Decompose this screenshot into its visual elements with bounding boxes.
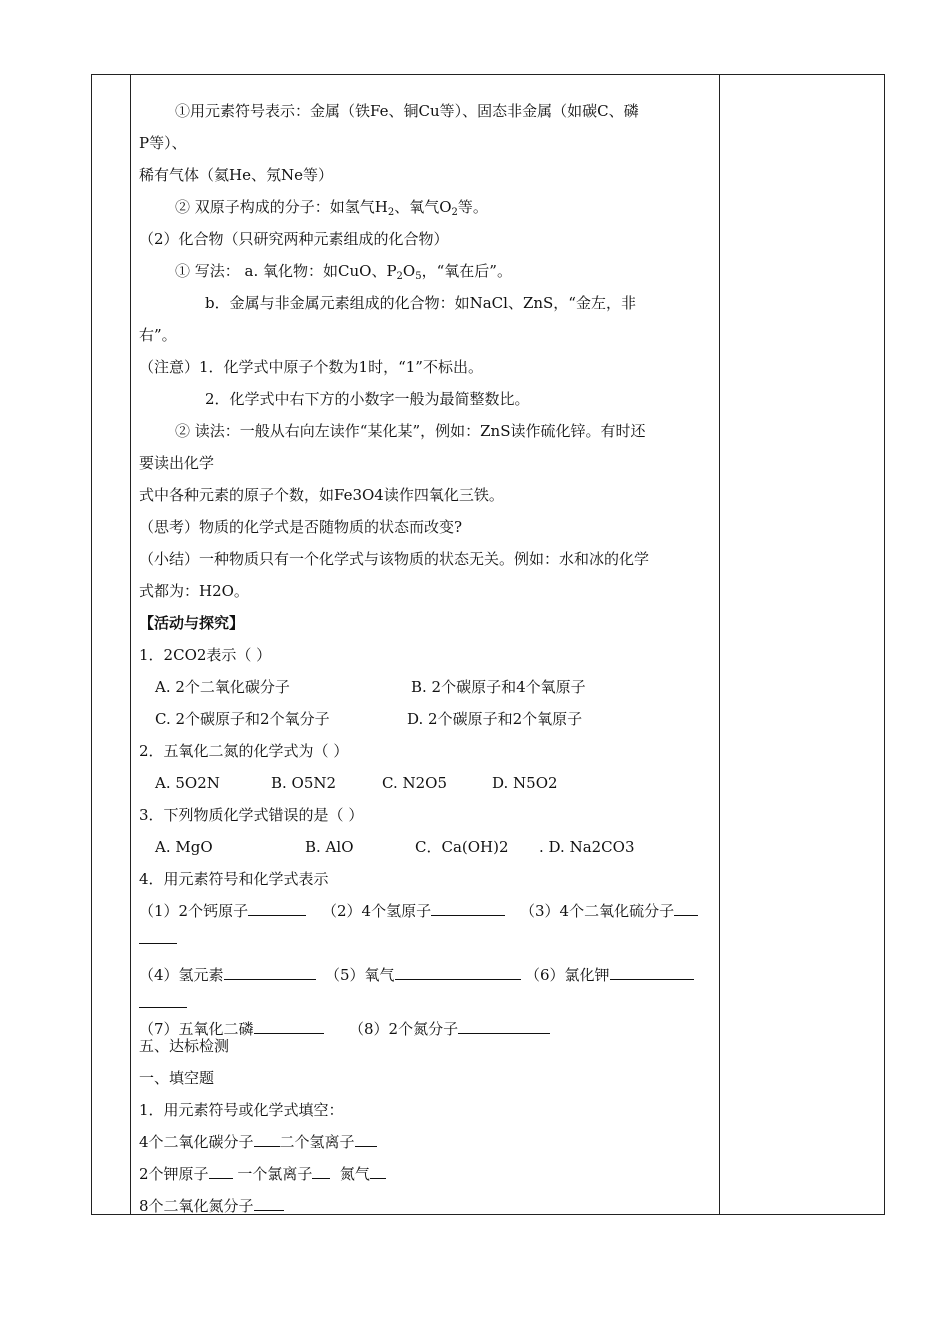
option-a: A. 5O2N (155, 774, 220, 792)
answer-blank[interactable] (139, 929, 177, 944)
text-line: 右”。 (139, 326, 177, 344)
answer-blank[interactable] (370, 1164, 386, 1179)
fill-label: 4个二氧化碳分子 (139, 1133, 254, 1151)
question-stem: 1．2CO2表示（ ） (139, 646, 272, 664)
question-stem: 2．五氧化二氮的化学式为（ ） (139, 742, 349, 760)
text-line: 式都为：H2O。 (139, 582, 249, 600)
fill-label: （2）4个氢原子 (322, 902, 432, 920)
section-heading: 【活动与探究】 (139, 614, 245, 632)
question-stem: 3．下列物质化学式错误的是（ ） (139, 806, 364, 824)
option-d: D. N5O2 (492, 774, 558, 792)
option-d: . D. Na2CO3 (539, 838, 635, 856)
fill-item-continued (139, 929, 177, 949)
option-b: B. O5N2 (271, 774, 337, 792)
text-line: b．金属与非金属元素组成的化合物：如NaCl、ZnS，“金左，非 (205, 294, 636, 312)
fill-row (139, 1164, 386, 1184)
answer-blank[interactable] (312, 1164, 330, 1179)
text-line: 要读出化学 (139, 454, 215, 472)
column-divider-left (130, 75, 131, 1214)
section-heading: 五、达标检测 (139, 1037, 230, 1055)
fill-item-continued (139, 993, 187, 1013)
fill-label: 8个二氧化氮分子 (139, 1197, 254, 1215)
fill-item (325, 965, 521, 985)
answer-blank[interactable] (355, 1132, 377, 1147)
option-b: B. AlO (305, 838, 354, 856)
column-divider-right (719, 75, 720, 1214)
answer-blank[interactable] (224, 965, 316, 980)
subscript: 2 (387, 207, 395, 218)
text-segment: ① 写法： a. 氧化物：如CuO、P (175, 262, 397, 280)
option-c: C. N2O5 (382, 774, 447, 792)
text-line (175, 261, 512, 281)
text-line: ①用元素符号表示：金属（铁Fe、铜Cu等）、固态非金属（如碳C、磷 (175, 102, 639, 120)
answer-blank[interactable] (458, 1019, 550, 1034)
fill-label: （7）五氧化二磷 (139, 1020, 254, 1038)
text-segment: ，“氧在后”。 (421, 262, 512, 280)
answer-blank[interactable] (431, 901, 505, 916)
text-line (175, 197, 488, 217)
fill-label: （1）2个钙原子 (139, 902, 249, 920)
answer-blank[interactable] (674, 901, 698, 916)
question-stem: 1．用元素符号或化学式填空： (139, 1101, 344, 1119)
question-stem: 4．用元素符号和化学式表示 (139, 870, 329, 888)
text-line: 式中各种元素的原子个数，如Fe3O4读作四氧化三铁。 (139, 486, 504, 504)
option-c: C. 2个碳原子和2个氧分子 (155, 710, 330, 728)
fill-row (139, 1132, 377, 1152)
answer-blank[interactable] (395, 965, 521, 980)
text-line: 稀有气体（氦He、氖Ne等） (139, 166, 333, 184)
text-segment: O (402, 262, 416, 280)
subsection-heading: 一、填空题 (139, 1069, 215, 1087)
text-line: （注意）1．化学式中原子个数为1时，“1”不标出。 (139, 358, 483, 376)
text-segment: ② 双原子构成的分子：如氢气H (175, 198, 388, 216)
fill-label: （5）氧气 (325, 966, 395, 984)
fill-label: 一个氯离子 (237, 1165, 313, 1183)
answer-blank[interactable] (610, 965, 694, 980)
text-segment: 、氧气O (394, 198, 452, 216)
fill-item (139, 965, 316, 985)
fill-item (525, 965, 694, 985)
fill-label: 2个钾原子 (139, 1165, 209, 1183)
text-segment: 等。 (457, 198, 488, 216)
fill-item (322, 901, 505, 921)
option-b: B. 2个碳原子和4个氧原子 (411, 678, 586, 696)
fill-item (520, 901, 698, 921)
fill-label: 氮气 (339, 1165, 370, 1183)
answer-blank[interactable] (254, 1196, 284, 1211)
answer-blank[interactable] (254, 1132, 280, 1147)
answer-blank[interactable] (248, 901, 306, 916)
subscript: 2 (396, 271, 403, 282)
fill-item (139, 901, 306, 921)
fill-item (349, 1019, 550, 1039)
option-a: A. MgO (155, 838, 213, 856)
fill-label: （3）4个二氧化硫分子 (520, 902, 675, 920)
text-line: （2）化合物（只研究两种元素组成的化合物） (139, 230, 449, 248)
option-c: C．Ca(OH)2 (415, 838, 509, 856)
fill-label: （8）2个氮分子 (349, 1020, 459, 1038)
fill-label: （4）氢元素 (139, 966, 224, 984)
fill-row (139, 1196, 284, 1216)
text-line: 2．化学式中右下方的小数字一般为最简整数比。 (205, 390, 530, 408)
option-a: A. 2个二氧化碳分子 (155, 678, 290, 696)
option-d: D. 2个碳原子和2个氧原子 (407, 710, 583, 728)
subscript: 2 (451, 207, 458, 218)
text-line: P等）、 (139, 134, 187, 152)
subscript: 5 (415, 271, 422, 282)
text-line: （小结）一种物质只有一个化学式与该物质的状态无关。例如：水和冰的化学 (139, 550, 650, 568)
answer-blank[interactable] (139, 993, 187, 1008)
answer-blank[interactable] (254, 1019, 324, 1034)
answer-blank[interactable] (209, 1164, 233, 1179)
fill-label: 二个氢离子 (279, 1133, 355, 1151)
fill-label: （6）氯化钾 (525, 966, 610, 984)
text-line: ② 读法：一般从右向左读作“某化某”，例如：ZnS读作硫化锌。有时还 (175, 422, 646, 440)
table-frame (91, 74, 885, 1215)
text-line: （思考）物质的化学式是否随物质的状态而改变? (139, 518, 463, 536)
